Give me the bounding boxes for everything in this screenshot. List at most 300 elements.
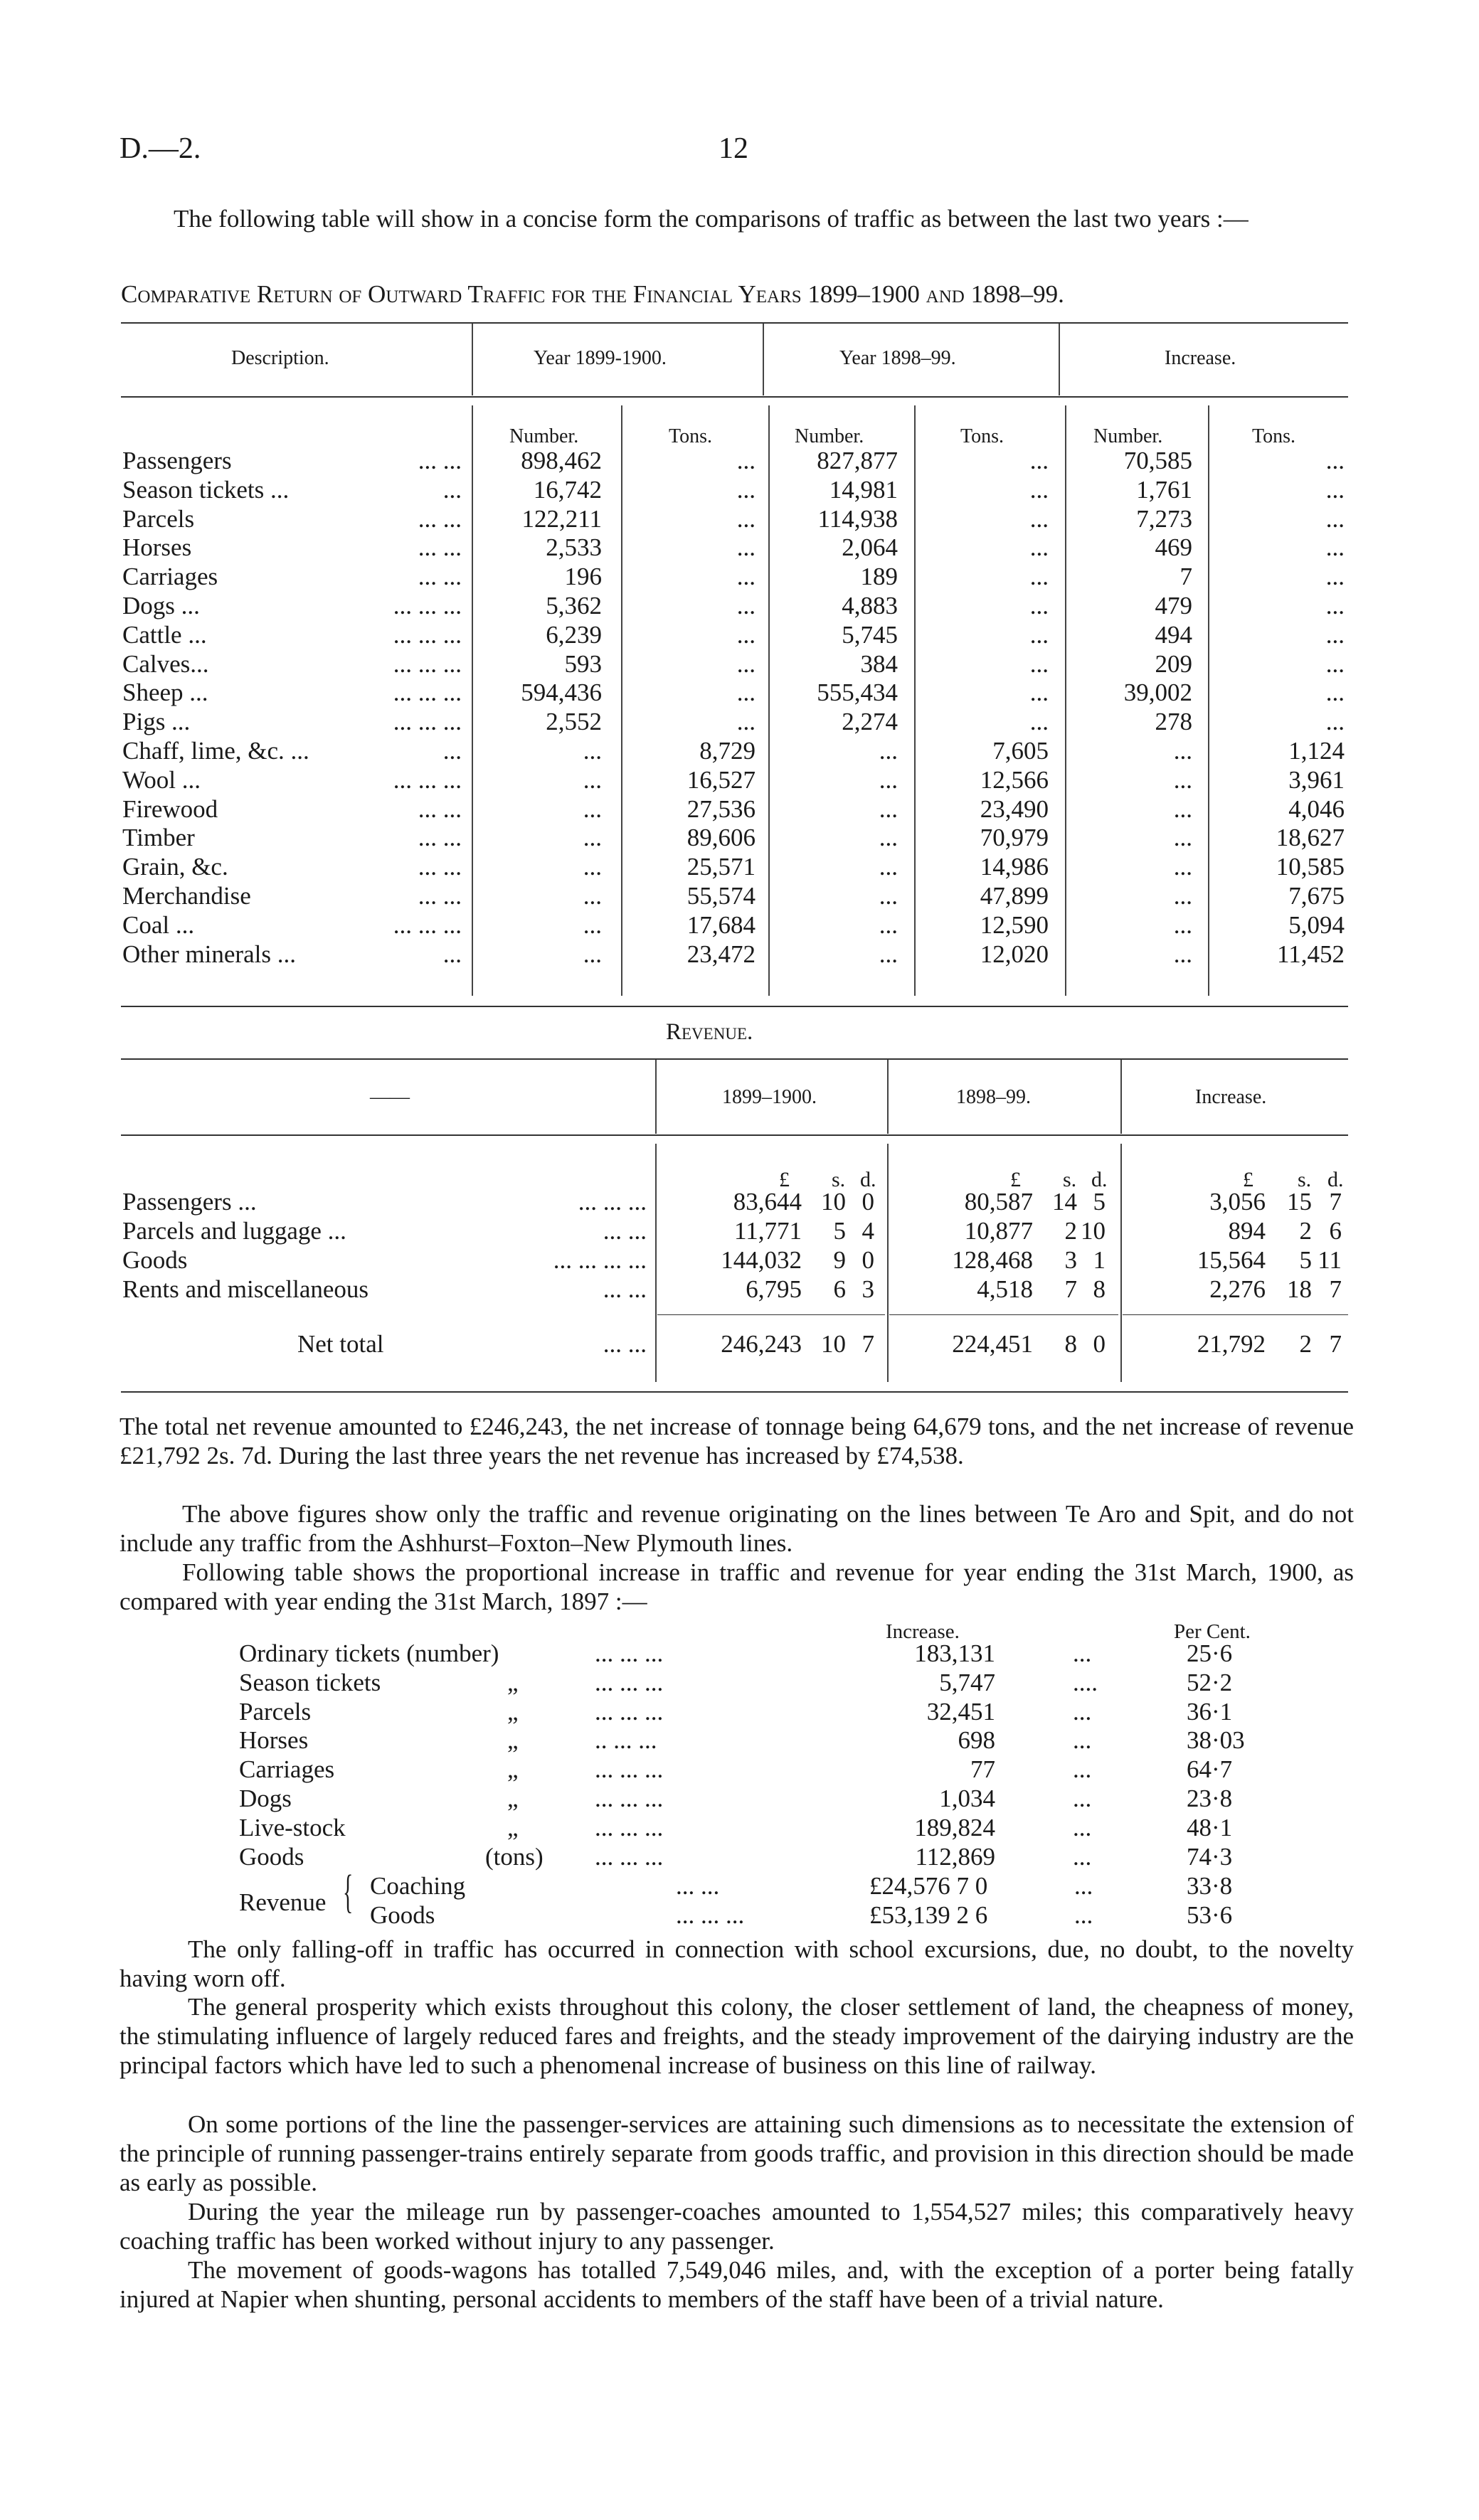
leader-dots: ... ... ... — [393, 650, 462, 678]
amount-pence: 7 — [1329, 1188, 1342, 1216]
tons-1898-99: ... — [1029, 592, 1049, 620]
number-1898-99: ... — [879, 882, 898, 910]
row-label: Merchandise — [122, 882, 251, 910]
tons-1899-1900: ... — [736, 679, 756, 706]
header-increase: Increase. — [886, 1620, 960, 1643]
revenue-table-title: Revenue. — [666, 1019, 753, 1045]
row-label: Sheep ... — [122, 679, 208, 706]
leader-dots: ... ... ... — [595, 1843, 664, 1871]
tons-increase: ... — [1325, 533, 1345, 561]
intro-paragraph: The following table will show in a concise form the comparisons of traffic as between the last two years :— — [174, 205, 1249, 233]
pence-unit: d. — [1091, 1168, 1108, 1191]
ditto-mark: „ — [507, 1726, 519, 1754]
tons-1898-99: ... — [1029, 679, 1049, 706]
leader-dots: ... — [1073, 1639, 1092, 1667]
tons-1899-1900: 23,472 — [687, 940, 756, 968]
number-1899-1900: ... — [583, 882, 602, 910]
traffic-row — [0, 911, 1479, 940]
traffic-row — [0, 650, 1479, 679]
number-1898-99: 14,981 — [829, 476, 898, 504]
amount-pence: 8 — [1093, 1275, 1106, 1303]
leader-dots: ... ... — [418, 853, 462, 881]
col-header-blank: —— — [370, 1086, 410, 1108]
leader-dots: ... — [442, 737, 462, 765]
paragraph-lines-note: The above figures show only the traffic and revenue originating on the lines between Te Aro and Spit, and do not include any traffic from the Ashhurst–Foxton–New Plymouth lines. — [120, 1500, 1354, 1557]
revenue-row — [0, 1275, 1479, 1304]
row-label: Chaff, lime, &c. ... — [122, 737, 309, 765]
number-increase: 209 — [1155, 650, 1192, 678]
tons-1898-99: ... — [1029, 476, 1049, 504]
column-rule — [472, 324, 473, 395]
total-shillings: 2 — [1299, 1330, 1312, 1358]
amount-pounds: 15,564 — [1197, 1246, 1266, 1274]
amount-pounds: 6,795 — [746, 1275, 802, 1303]
leader-dots: .. ... ... — [595, 1726, 657, 1754]
shilling-unit: s. — [1063, 1168, 1077, 1191]
per-cent-value: 25·6 — [1187, 1639, 1233, 1667]
tons-1899-1900: ... — [736, 476, 756, 504]
leader-dots: ... ... — [418, 533, 462, 561]
number-1899-1900: ... — [583, 766, 602, 794]
per-cent-value: 53·6 — [1187, 1901, 1233, 1929]
number-increase: ... — [1173, 882, 1192, 910]
tons-1899-1900: ... — [736, 563, 756, 590]
increase-value: 32,451 — [926, 1698, 995, 1726]
amount-pence: 10 — [1081, 1217, 1106, 1245]
amount-shillings: 10 — [821, 1188, 846, 1216]
amount-pounds: 2,276 — [1209, 1275, 1266, 1303]
row-label: Coal ... — [122, 911, 195, 939]
row-label: Carriages — [239, 1755, 335, 1783]
per-cent-value: 48·1 — [1187, 1814, 1233, 1841]
tons-increase: ... — [1325, 592, 1345, 620]
tons-1899-1900: ... — [736, 650, 756, 678]
number-1899-1900: 2,552 — [546, 708, 602, 735]
subheader-tons: Tons. — [960, 425, 1004, 447]
amount-pence: 0 — [862, 1246, 874, 1274]
leader-dots: ... — [1073, 1785, 1092, 1812]
tons-1898-99: 12,020 — [980, 940, 1049, 968]
subheader-number: Number. — [795, 425, 864, 447]
table-rule — [121, 1134, 1348, 1136]
tons-increase: ... — [1325, 476, 1345, 504]
col-header-increase: Increase. — [1165, 347, 1236, 369]
row-label: Rents and miscellaneous — [122, 1275, 369, 1303]
col-header-1898-99: 1898–99. — [956, 1086, 1031, 1108]
traffic-row — [0, 533, 1479, 562]
amount-pence: 11 — [1318, 1246, 1342, 1274]
ditto-mark: „ — [507, 1755, 519, 1783]
traffic-row — [0, 766, 1479, 794]
amount-shillings: 2 — [1299, 1217, 1312, 1245]
leader-dots: ... — [1073, 1755, 1092, 1783]
table-rule — [121, 1058, 1348, 1060]
number-increase: ... — [1173, 737, 1192, 765]
revenue-row — [0, 1188, 1479, 1216]
ditto-mark: „ — [507, 1669, 519, 1696]
table-rule — [121, 1391, 1348, 1393]
tons-1898-99: ... — [1029, 447, 1049, 474]
tons-increase: 18,627 — [1276, 824, 1345, 851]
amount-shillings: 7 — [1064, 1275, 1077, 1303]
tons-1899-1900: 55,574 — [687, 882, 756, 910]
row-label: Season tickets ... — [122, 476, 290, 504]
row-label: Live-stock — [239, 1814, 346, 1841]
revenue-row — [0, 1217, 1479, 1245]
number-1898-99: 2,064 — [842, 533, 898, 561]
leader-dots: ... — [1073, 1726, 1092, 1754]
row-label: Parcels and luggage ... — [122, 1217, 346, 1245]
tons-increase: 4,046 — [1288, 795, 1345, 823]
increase-value: 183,131 — [914, 1639, 995, 1667]
tons-1899-1900: ... — [736, 621, 756, 649]
tons-1898-99: ... — [1029, 621, 1049, 649]
revenue-total-row — [0, 1330, 1479, 1359]
number-increase: ... — [1173, 911, 1192, 939]
number-1899-1900: 196 — [564, 563, 602, 590]
subheader-tons: Tons. — [1252, 425, 1296, 447]
number-increase: ... — [1173, 824, 1192, 851]
row-label: Dogs ... — [122, 592, 200, 620]
traffic-row — [0, 447, 1479, 475]
amount-pence: 0 — [862, 1188, 874, 1216]
ditto-mark: „ — [507, 1785, 519, 1812]
leader-dots: .... — [1073, 1669, 1098, 1696]
amount-shillings: 9 — [833, 1246, 846, 1274]
tons-increase: ... — [1325, 621, 1345, 649]
pound-unit: £ — [1010, 1168, 1021, 1191]
amount-pounds: 80,587 — [964, 1188, 1033, 1216]
tons-1898-99: ... — [1029, 650, 1049, 678]
traffic-row — [0, 940, 1479, 969]
number-1898-99: ... — [879, 853, 898, 881]
number-increase: ... — [1173, 795, 1192, 823]
table-rule — [121, 396, 1348, 398]
number-1899-1900: 593 — [564, 650, 602, 678]
ditto-mark: „ — [507, 1698, 519, 1726]
row-label: Pigs ... — [122, 708, 191, 735]
revenue-row — [0, 1246, 1479, 1275]
number-1898-99: ... — [879, 766, 898, 794]
number-1898-99: 555,434 — [817, 679, 898, 706]
number-1898-99: 5,745 — [842, 621, 898, 649]
number-increase: 278 — [1155, 708, 1192, 735]
leader-dots: ... ... — [603, 1217, 647, 1245]
col-header-description: Description. — [231, 347, 329, 369]
tons-increase: 10,585 — [1276, 853, 1345, 881]
leader-dots: ... — [1074, 1872, 1093, 1900]
row-label: Ordinary tickets (number) — [239, 1639, 499, 1667]
sum-rule — [889, 1314, 1118, 1315]
number-1899-1900: ... — [583, 853, 602, 881]
leader-dots: ... ... ... — [393, 708, 462, 735]
sum-rule — [1123, 1314, 1348, 1315]
number-1899-1900: 5,362 — [546, 592, 602, 620]
total-pence: 0 — [1093, 1330, 1106, 1358]
leader-dots: ... ... ... — [393, 766, 462, 794]
amount-pounds: 894 — [1228, 1217, 1266, 1245]
brace-icon: { — [343, 1866, 354, 1918]
pound-unit: £ — [1243, 1168, 1253, 1191]
amount-pounds: 4,518 — [977, 1275, 1033, 1303]
document-reference: D.—2. — [120, 132, 201, 165]
shilling-unit: s. — [832, 1168, 846, 1191]
col-header-1899-1900: Year 1899-1900. — [534, 347, 667, 369]
amount-pounds: 3,056 — [1209, 1188, 1266, 1216]
leader-dots: ... — [442, 940, 462, 968]
column-rule — [655, 1060, 657, 1134]
column-rule — [1059, 324, 1060, 395]
column-rule — [763, 324, 764, 395]
increase-value: 1,034 — [939, 1785, 995, 1812]
amount-shillings: 6 — [833, 1275, 846, 1303]
leader-dots: ... ... ... — [676, 1901, 745, 1929]
row-label: Horses — [122, 533, 192, 561]
leader-dots: ... — [1073, 1698, 1092, 1726]
number-1898-99: 189 — [860, 563, 898, 590]
row-label: Cattle ... — [122, 621, 207, 649]
row-label: Carriages — [122, 563, 218, 590]
table-rule — [121, 1006, 1348, 1007]
revenue-increase-row — [0, 1872, 1479, 1900]
per-cent-value: 74·3 — [1187, 1843, 1233, 1871]
increase-value: 77 — [970, 1755, 995, 1783]
tons-1898-99: ... — [1029, 708, 1049, 735]
tons-1898-99: 12,566 — [980, 766, 1049, 794]
increase-value: 112,869 — [915, 1843, 995, 1871]
number-1899-1900: 122,211 — [521, 505, 602, 533]
tons-1898-99: 7,605 — [992, 737, 1049, 765]
number-1898-99: 114,938 — [817, 505, 898, 533]
leader-dots: ... — [1074, 1901, 1093, 1929]
column-rule — [1120, 1060, 1122, 1134]
increase-value: 698 — [958, 1726, 995, 1754]
per-cent-value: 23·8 — [1187, 1785, 1233, 1812]
number-1898-99: ... — [879, 911, 898, 939]
amount-shillings: 5 — [833, 1217, 846, 1245]
leader-dots: ... ... — [676, 1872, 720, 1900]
number-1899-1900: ... — [583, 911, 602, 939]
ditto-mark: „ — [507, 1814, 519, 1841]
leader-dots: ... ... — [418, 795, 462, 823]
pence-unit: d. — [1327, 1168, 1344, 1191]
amount-shillings: 15 — [1287, 1188, 1312, 1216]
amount-shillings: 3 — [1064, 1246, 1077, 1274]
number-1899-1900: 6,239 — [546, 621, 602, 649]
leader-dots: ... ... ... — [595, 1814, 664, 1841]
number-1898-99: 827,877 — [817, 447, 898, 474]
leader-dots: ... ... ... — [393, 592, 462, 620]
tons-1899-1900: ... — [736, 533, 756, 561]
increase-row — [0, 1755, 1479, 1784]
traffic-row — [0, 679, 1479, 707]
leader-dots: ... ... ... — [393, 621, 462, 649]
tons-increase: 5,094 — [1288, 911, 1345, 939]
tons-1899-1900: 25,571 — [687, 853, 756, 881]
traffic-row — [0, 795, 1479, 824]
number-increase: ... — [1173, 940, 1192, 968]
per-cent-value: 64·7 — [1187, 1755, 1233, 1783]
number-increase: 7 — [1180, 563, 1192, 590]
total-label: Net total — [297, 1330, 384, 1358]
tons-increase: 1,124 — [1288, 737, 1345, 765]
amount-pounds: 83,644 — [733, 1188, 802, 1216]
tons-increase: ... — [1325, 679, 1345, 706]
row-label: Horses — [239, 1726, 309, 1754]
amount-pence: 5 — [1093, 1188, 1106, 1216]
total-pounds: 21,792 — [1197, 1330, 1266, 1358]
tons-1899-1900: 8,729 — [699, 737, 756, 765]
leader-dots: ... ... ... — [595, 1785, 664, 1812]
tons-1898-99: 70,979 — [980, 824, 1049, 851]
number-1898-99: ... — [879, 795, 898, 823]
leader-dots: ... — [442, 476, 462, 504]
page-number: 12 — [719, 132, 748, 165]
tons-increase: 11,452 — [1277, 940, 1345, 968]
row-label: Parcels — [239, 1698, 312, 1726]
number-1899-1900: ... — [583, 824, 602, 851]
total-pounds: 224,451 — [952, 1330, 1033, 1358]
increase-row — [0, 1814, 1479, 1842]
amount-shillings: 14 — [1052, 1188, 1077, 1216]
tons-1899-1900: ... — [736, 447, 756, 474]
number-1899-1900: 594,436 — [521, 679, 602, 706]
paragraph-mileage: During the year the mileage run by passenger-coaches amounted to 1,554,527 miles; this comparatively heavy coaching traffic has been worked without injury to any passenger. — [120, 2198, 1354, 2255]
leader-dots: ... ... ... — [595, 1698, 664, 1726]
number-increase: 70,585 — [1123, 447, 1192, 474]
increase-row — [0, 1669, 1479, 1697]
col-header-1898-99: Year 1898–99. — [839, 347, 956, 369]
leader-dots: ... ... — [418, 824, 462, 851]
leader-dots: ... ... ... — [578, 1188, 647, 1216]
leader-dots: ... ... ... ... — [553, 1246, 647, 1274]
number-1898-99: 384 — [860, 650, 898, 678]
leader-dots: ... ... ... — [393, 911, 462, 939]
traffic-row — [0, 882, 1479, 910]
amount-pence: 6 — [1329, 1217, 1342, 1245]
row-label: Goods — [239, 1843, 304, 1871]
increase-row — [0, 1785, 1479, 1813]
tons-1898-99: ... — [1029, 505, 1049, 533]
leader-dots: ... ... ... — [393, 679, 462, 706]
row-label: Timber — [122, 824, 195, 851]
tons-1899-1900: ... — [736, 505, 756, 533]
row-label: Passengers — [122, 447, 232, 474]
leader-dots: ... ... — [603, 1330, 647, 1358]
amount-pence: 1 — [1093, 1246, 1106, 1274]
col-header-increase: Increase. — [1195, 1086, 1267, 1108]
traffic-table-title: Comparative Return of Outward Traffic for the Financial Years 1899–1900 and 1898–99. — [121, 280, 1064, 308]
number-increase: 7,273 — [1136, 505, 1192, 533]
row-sublabel: Goods — [370, 1901, 435, 1929]
number-increase: ... — [1173, 766, 1192, 794]
pence-unit: d. — [860, 1168, 876, 1191]
amount-shillings: 5 — [1299, 1246, 1312, 1274]
paragraph-passenger-services: On some portions of the line the passenger-services are attaining such dimensions as to necessitate the extension of the principle of running passenger-trains entirely separate from goods traffic, and provision in this direction should be made as early as possible. — [120, 2110, 1354, 2196]
column-rule — [887, 1060, 889, 1134]
tons-1899-1900: ... — [736, 708, 756, 735]
traffic-row — [0, 476, 1479, 504]
leader-dots: ... ... ... — [595, 1639, 664, 1667]
tons-increase: ... — [1325, 650, 1345, 678]
row-label: Other minerals ... — [122, 940, 296, 968]
row-sublabel: Coaching — [370, 1872, 466, 1900]
amount-pounds: 128,468 — [952, 1246, 1033, 1274]
paragraph-goods-wagons: The movement of goods-wagons has totalled 7,549,046 miles, and, with the exception of a porter being fatally injured at Napier when shunting, personal accidents to members of the staff have been of a trivial nature. — [120, 2256, 1354, 2313]
traffic-row — [0, 592, 1479, 620]
total-shillings: 10 — [821, 1330, 846, 1358]
number-increase: 494 — [1155, 621, 1192, 649]
leader-dots: ... ... — [418, 563, 462, 590]
tons-1899-1900: 27,536 — [687, 795, 756, 823]
amount-pounds: 11,771 — [734, 1217, 802, 1245]
col-header-1899-1900: 1899–1900. — [722, 1086, 817, 1108]
amount-pounds: 10,877 — [964, 1217, 1033, 1245]
row-label: Firewood — [122, 795, 218, 823]
traffic-row — [0, 853, 1479, 881]
number-1899-1900: 16,742 — [533, 476, 602, 504]
revenue-increase-row — [0, 1901, 1479, 1930]
row-label: Calves... — [122, 650, 209, 678]
row-label: Grain, &c. — [122, 853, 228, 881]
shilling-unit: s. — [1298, 1168, 1312, 1191]
row-label: Parcels — [122, 505, 195, 533]
amount-shillings: 18 — [1287, 1275, 1312, 1303]
increase-row — [0, 1843, 1479, 1871]
number-increase: 39,002 — [1123, 679, 1192, 706]
tons-increase: ... — [1325, 563, 1345, 590]
number-1899-1900: 2,533 — [546, 533, 602, 561]
paragraph-proportional-intro: Following table shows the proportional increase in traffic and revenue for year ending the 31st March, 1900, as compared with year ending the 31st March, 1897 :— — [120, 1558, 1354, 1615]
tons-1898-99: 12,590 — [980, 911, 1049, 939]
traffic-row — [0, 737, 1479, 765]
leader-dots: ... ... — [418, 447, 462, 474]
sum-rule — [657, 1314, 885, 1315]
ditto-mark: (tons) — [485, 1843, 544, 1871]
traffic-row — [0, 824, 1479, 852]
number-1899-1900: 898,462 — [521, 447, 602, 474]
leader-dots: ... ... ... — [595, 1755, 664, 1783]
per-cent-value: 33·8 — [1187, 1872, 1233, 1900]
leader-dots: ... ... — [418, 882, 462, 910]
increase-row — [0, 1726, 1479, 1755]
row-label: Dogs — [239, 1785, 292, 1812]
tons-increase: 3,961 — [1288, 766, 1345, 794]
per-cent-value: 52·2 — [1187, 1669, 1233, 1696]
leader-dots: ... ... — [603, 1275, 647, 1303]
tons-increase: ... — [1325, 447, 1345, 474]
tons-increase: 7,675 — [1288, 882, 1345, 910]
leader-dots: ... ... ... — [595, 1669, 664, 1696]
increase-row — [0, 1639, 1479, 1668]
number-increase: 479 — [1155, 592, 1192, 620]
number-1898-99: ... — [879, 940, 898, 968]
number-1899-1900: ... — [583, 940, 602, 968]
tons-1898-99: ... — [1029, 533, 1049, 561]
tons-1899-1900: 16,527 — [687, 766, 756, 794]
number-1898-99: 4,883 — [842, 592, 898, 620]
increase-value: £53,139 2 6 — [869, 1901, 988, 1929]
number-increase: 1,761 — [1136, 476, 1192, 504]
subheader-tons: Tons. — [669, 425, 713, 447]
amount-pounds: 144,032 — [721, 1246, 802, 1274]
number-1899-1900: ... — [583, 795, 602, 823]
total-pence: 7 — [862, 1330, 874, 1358]
amount-shillings: 2 — [1064, 1217, 1077, 1245]
traffic-row — [0, 708, 1479, 736]
tons-increase: ... — [1325, 708, 1345, 735]
pound-unit: £ — [779, 1168, 790, 1191]
